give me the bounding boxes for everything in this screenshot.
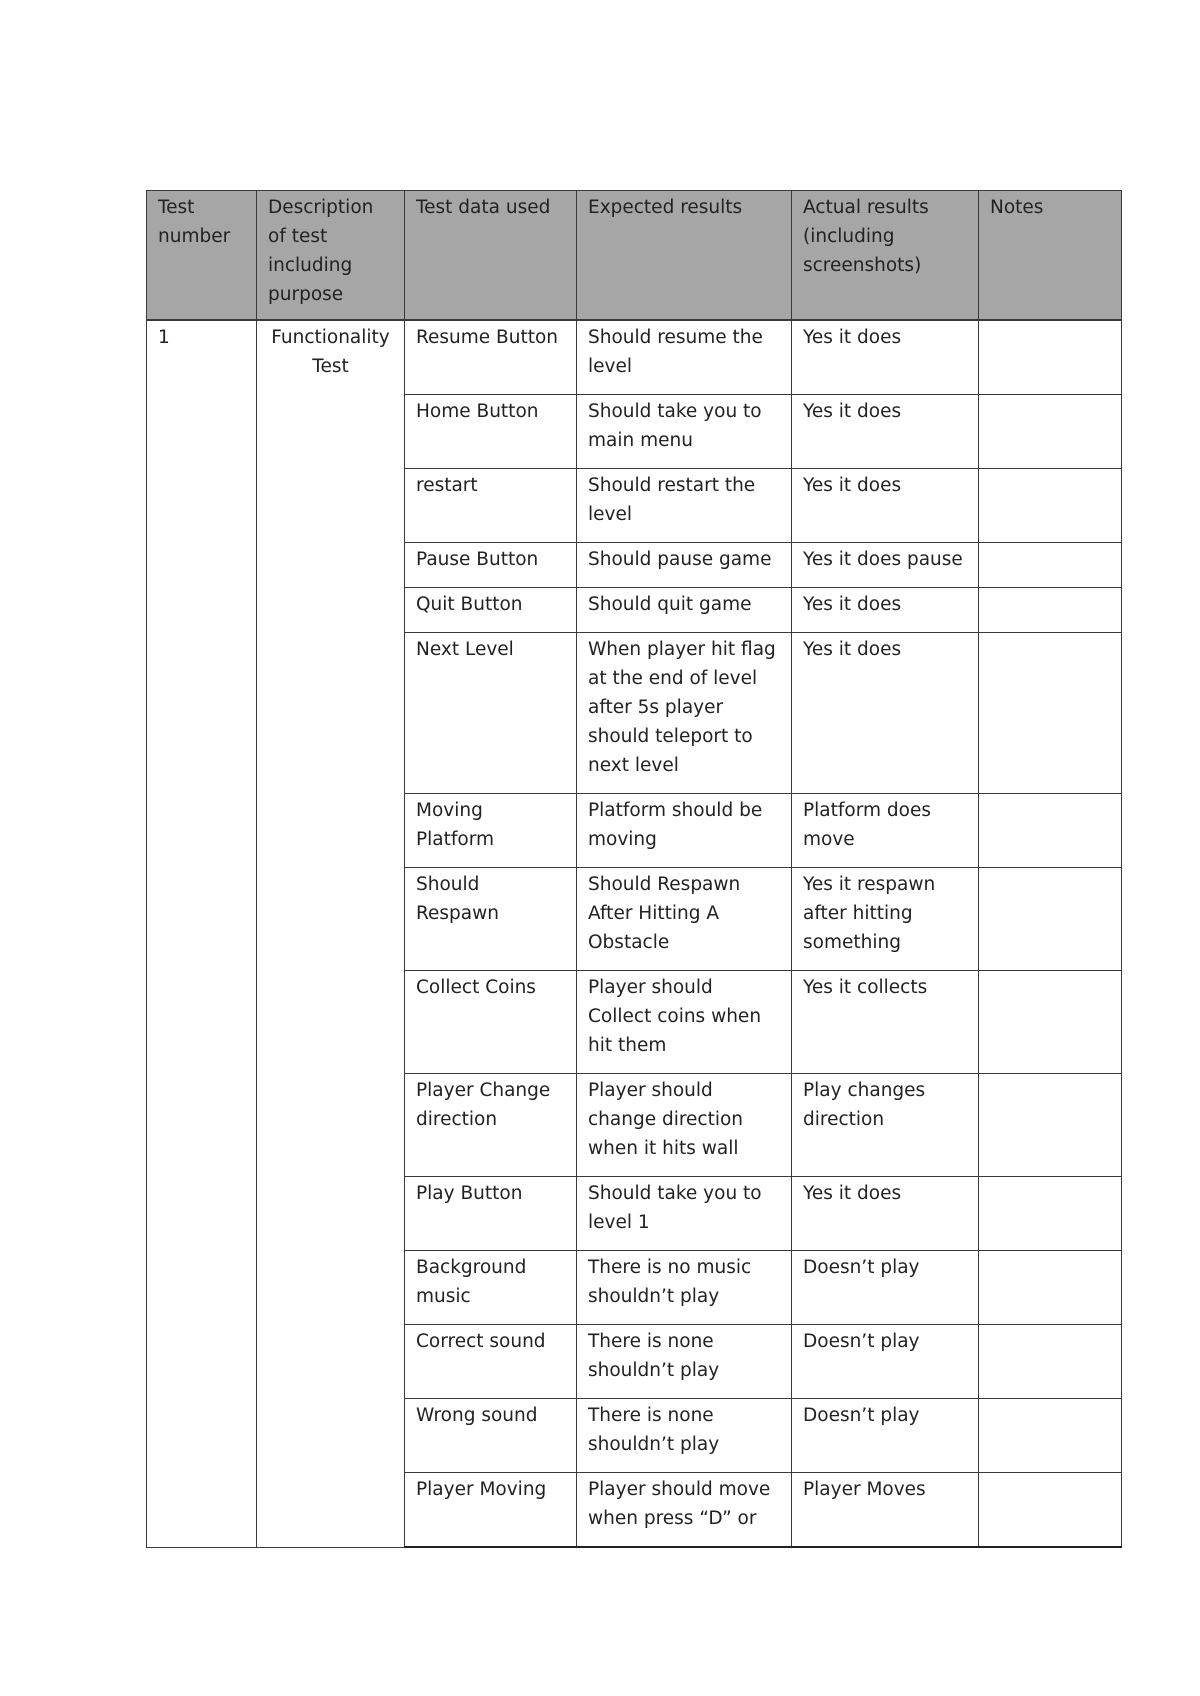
notes-cell [979, 868, 1122, 971]
notes-cell [979, 971, 1122, 1074]
actual-result-cell: Doesn’t play [792, 1251, 979, 1325]
test-data-cell: Next Level [405, 633, 577, 794]
test-data-cell: Play Button [405, 1177, 577, 1251]
notes-cell [979, 320, 1122, 395]
notes-cell [979, 1251, 1122, 1325]
test-data-cell: Player Moving [405, 1473, 577, 1548]
test-data-cell: Pause Button [405, 543, 577, 588]
test-data-cell: Quit Button [405, 588, 577, 633]
test-data-cell: Wrong sound [405, 1399, 577, 1473]
table-body [147, 320, 1122, 1547]
notes-cell [979, 469, 1122, 543]
test-data-cell: Resume Button [405, 320, 577, 395]
actual-result-cell: Yes it does [792, 588, 979, 633]
actual-result-cell: Yes it does [792, 469, 979, 543]
notes-cell [979, 1473, 1122, 1548]
header-row [147, 191, 1122, 321]
header-description: Description of test including purpose [257, 191, 405, 321]
notes-cell [979, 543, 1122, 588]
actual-result-cell: Doesn’t play [792, 1399, 979, 1473]
test-data-cell: Background music [405, 1251, 577, 1325]
notes-cell [979, 794, 1122, 868]
test-data-cell: Correct sound [405, 1325, 577, 1399]
expected-result-cell: There is none shouldn’t play [577, 1325, 792, 1399]
notes-cell [979, 1325, 1122, 1399]
actual-result-cell: Yes it does [792, 395, 979, 469]
table-header [147, 191, 1122, 321]
notes-cell [979, 1399, 1122, 1473]
notes-cell [979, 1074, 1122, 1177]
expected-result-cell: Player should move when press “D” or [577, 1473, 792, 1548]
test-data-cell: Should Respawn [405, 868, 577, 971]
header-notes: Notes [979, 191, 1122, 321]
expected-result-cell: There is no music shouldn’t play [577, 1251, 792, 1325]
test-description-cell: Functionality Test [257, 320, 405, 1547]
header-test-number: Test number [147, 191, 257, 321]
expected-result-cell: Should pause game [577, 543, 792, 588]
test-data-cell: Player Change direction [405, 1074, 577, 1177]
expected-result-cell: When player hit flag at the end of level after 5s player should teleport to next level [577, 633, 792, 794]
notes-cell [979, 588, 1122, 633]
expected-result-cell: There is none shouldn’t play [577, 1399, 792, 1473]
test-number-cell: 1 [147, 320, 257, 1547]
test-data-cell: Home Button [405, 395, 577, 469]
notes-cell [979, 395, 1122, 469]
actual-result-cell: Platform does move [792, 794, 979, 868]
expected-result-cell: Should quit game [577, 588, 792, 633]
header-expected-results: Expected results [577, 191, 792, 321]
actual-result-cell: Play changes direction [792, 1074, 979, 1177]
notes-cell [979, 633, 1122, 794]
expected-result-cell: Should restart the level [577, 469, 792, 543]
header-test-data: Test data used [405, 191, 577, 321]
expected-result-cell: Should resume the level [577, 320, 792, 395]
actual-result-cell: Yes it respawn after hitting something [792, 868, 979, 971]
expected-result-cell: Should Respawn After Hitting A Obstacle [577, 868, 792, 971]
actual-result-cell: Yes it does [792, 320, 979, 395]
actual-result-cell: Yes it collects [792, 971, 979, 1074]
expected-result-cell: Should take you to level 1 [577, 1177, 792, 1251]
actual-result-cell: Yes it does [792, 1177, 979, 1251]
expected-result-cell: Player should change direction when it hits wall [577, 1074, 792, 1177]
actual-result-cell: Yes it does [792, 633, 979, 794]
notes-cell [979, 1177, 1122, 1251]
actual-result-cell: Player Moves [792, 1473, 979, 1548]
test-data-cell: restart [405, 469, 577, 543]
test-table [146, 190, 1122, 1548]
actual-result-cell: Doesn’t play [792, 1325, 979, 1399]
test-data-cell: Moving Platform [405, 794, 577, 868]
test-data-cell: Collect Coins [405, 971, 577, 1074]
header-actual-results: Actual results (including screenshots) [792, 191, 979, 321]
expected-result-cell: Platform should be moving [577, 794, 792, 868]
table-row [147, 320, 1122, 395]
expected-result-cell: Should take you to main menu [577, 395, 792, 469]
actual-result-cell: Yes it does pause [792, 543, 979, 588]
expected-result-cell: Player should Collect coins when hit them [577, 971, 792, 1074]
